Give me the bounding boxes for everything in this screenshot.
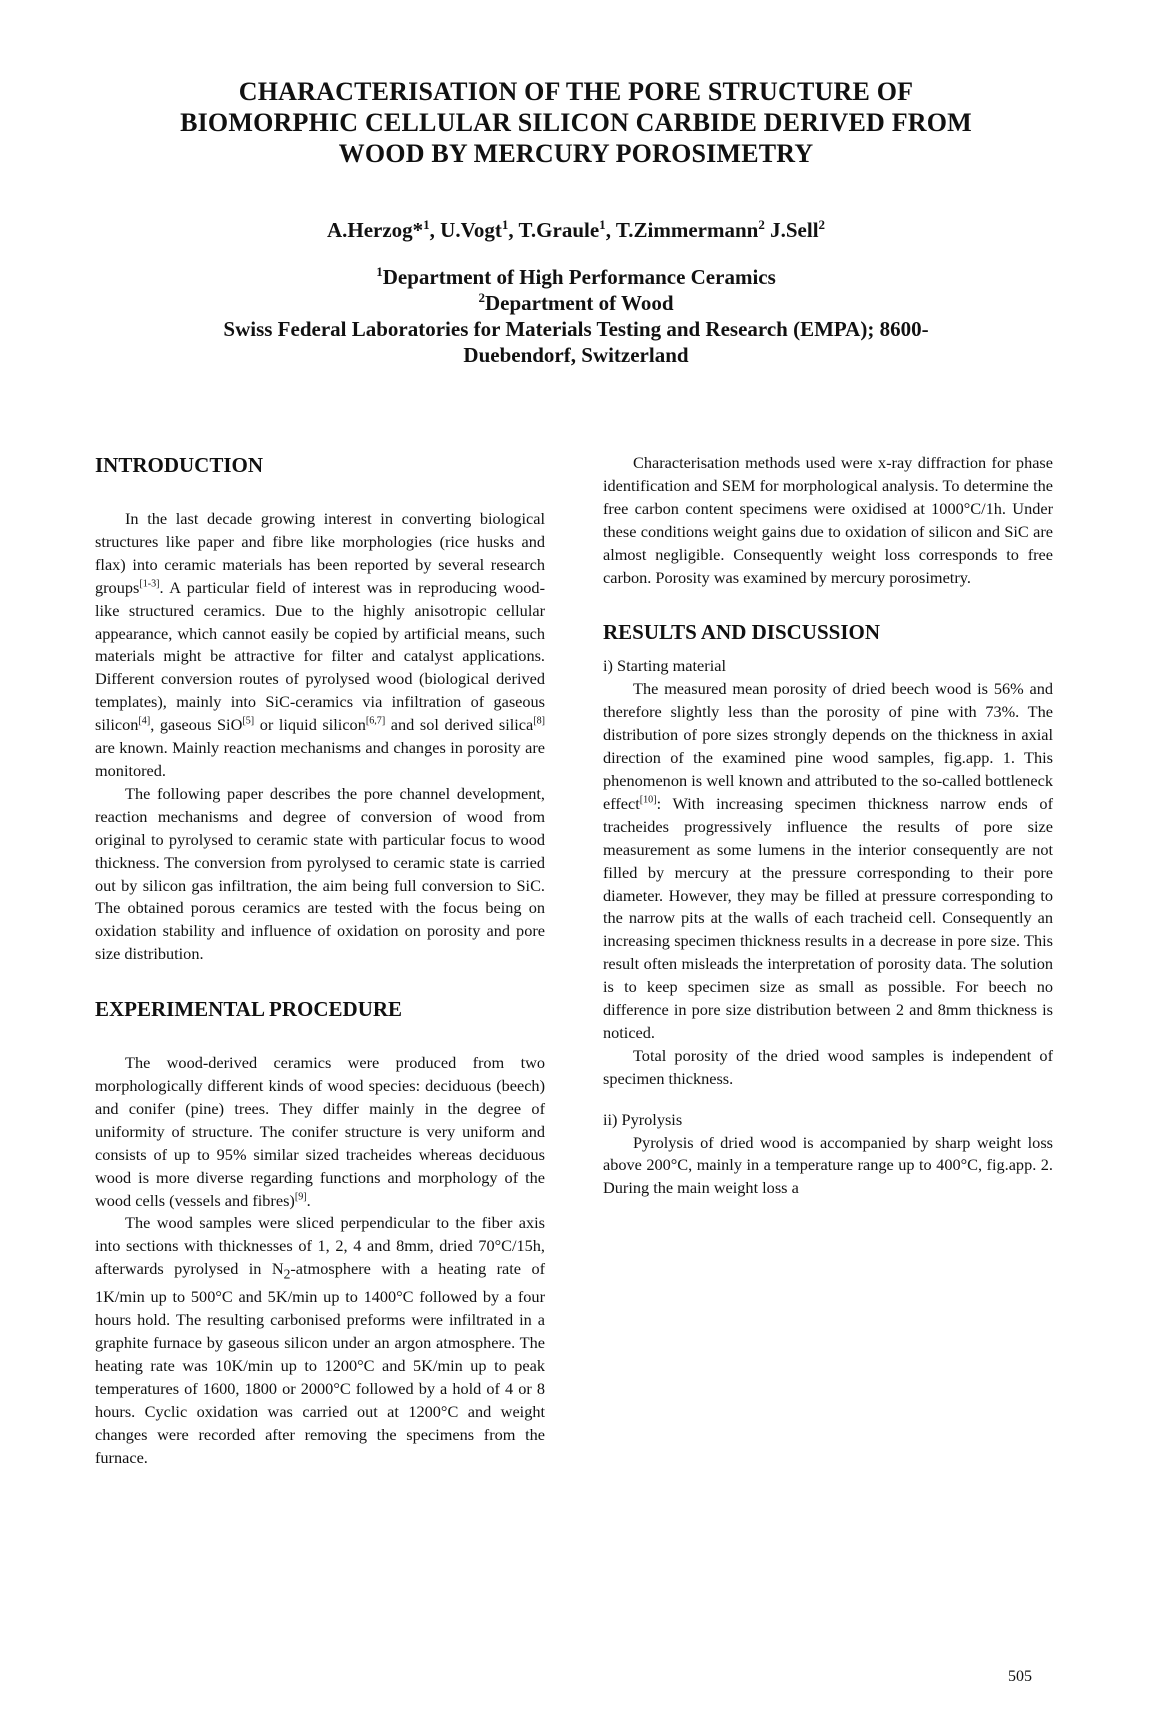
affiliation-dept2: $^2$Department of Wood [478,290,674,315]
affiliation-institution: Swiss Federal Laboratories for Materials Testing and Research (EMPA); 8600- [223,317,929,341]
right-column [603,452,1053,1200]
subsection-heading: i) Starting material [603,656,726,676]
citation: [10] [639,794,657,806]
title-line: WOOD BY MERCURY POROSIMETRY [338,139,814,168]
title-line: CHARACTERISATION OF THE PORE STRUCTURE OF [238,77,914,106]
section-heading-experimental: EXPERIMENTAL PROCEDURE [95,997,403,1022]
affiliations [100,264,1052,368]
affiliation-location: Duebendorf, Switzerland [463,343,689,367]
citation: [6,7] [365,715,386,727]
left-column [95,452,545,1470]
affiliation-mark: 1 [376,264,383,279]
paragraph: The measured mean porosity of dried beech wood is 56% and therefore slightly less than the porosity of pine with 73%. The distribution of pore sizes strongly depends on the thickness in axial direction of the examined pine wood samples, fig.app. 1. This phenomenon is well known and attributed to the so-called bottleneck effect[10]: With increasing specimen thickness narrow ends of tracheides progressively influence the results of pore size measurement as some lumens in the interior consequently are not filled by mercury at the pressure corresponding to their pore diameter. However, they may be filled at pressure corresponding to the narrow pits at the walls of each tracheid cell. Consequently an increasing specimen thickness results in a decrease in pore size. This result often misleads the interpretation of porosity data. The solution is to keep specimen size as small as possible. For beech no difference in pore size distribution between 2 and 8mm thickness is noticed. [603,679,1053,1042]
paragraph: The wood samples were sliced perpendicular to the fiber axis into sections with thicknesses of 1, 2, 4 and 8mm, dried 70°C/15h, afterwards pyrolysed in $N_2$-atmosphere with a heating rate of 1K/min up to 500°C and 5K/min up to 1400°C followed by a four hours hold. The resulting carbonised preforms were infiltrated in a graphite furnace by gaseous silicon under an argon atmosphere. The heating rate was 10K/min up to 1200°C and 5K/min up to peak temperatures of 1600, 1800 or 2000°C followed by a hold of 4 or 8 hours. Cyclic oxidation was carried out at 1200°C and weight changes were recorded after removing the specimens from the furnace. [95,1213,546,1467]
paper-title [100,76,1052,169]
citation: [9] [294,1191,307,1203]
author-separator: , [605,218,616,242]
citation: [8] [533,715,545,727]
citation: [4] [138,715,151,727]
subscript: 2 [283,1266,291,1282]
author-name: T.Zimmermann [615,218,759,242]
affiliation-mark: 2 [478,290,485,305]
paragraph: Pyrolysis of dried wood is accompanied by sharp weight loss above 200°C, mainly in a temperature range up to 400°C, fig.app. 2. During the main weight loss a [603,1132,1053,1198]
author-list [100,217,1052,243]
citation: [5] [242,715,255,727]
subsection-heading: ii) Pyrolysis [603,1109,683,1129]
affiliation-dept1: $^1$Department of High Performance Ceramics [376,264,776,289]
citation: [1-3] [139,578,160,590]
section-heading-results: RESULTS AND DISCUSSION [603,620,880,645]
paragraph: The wood-derived ceramics were produced from two morphologically different kinds of wood species: deciduous (beech) and conifer (pine) trees. They differ mainly in the degree of uniformity of structure. The conifer structure is very uniform and consists of up to 95% similar sized tracheides whereas deciduous wood is more diverse regarding functions and morphology of the wood cells (vessels and fibres)[9]. [95,1053,545,1210]
author-affiliation-mark: 2 [758,217,765,232]
author-separator: , [508,218,519,242]
author-name: T.Graule [518,218,600,242]
author-affiliation-mark: 1 [423,217,430,232]
author-name: U.Vogt [440,218,502,242]
paragraph: Total porosity of the dried wood samples is independent of specimen thickness. [603,1045,1053,1088]
title-line: BIOMORPHIC CELLULAR SILICON CARBIDE DERIVED FROM [180,108,972,137]
paragraph: In the last decade growing interest in converting biological structures like paper and fibre like morphologies (rice husks and flax) into ceramic materials has been reported by several research groups[1-3]. A particular field of interest was in reproducing wood-like structured ceramics. Due to the highly anisotropic cellular appearance, which cannot easily be copied by artificial means, such materials might be attractive for filter and catalyst applications. Different conversion routes of pyrolysed wood (biological derived templates), mainly into SiC-ceramics via infiltration of gaseous silicon[4], gaseous SiO[5] or liquid silicon[6,7] and sol derived silica[8] are known. Mainly reaction mechanisms and changes in porosity are monitored. [95,509,545,780]
author-separator: , [429,218,441,242]
author-affiliation-mark: 1 [501,217,509,232]
paragraph: The following paper describes the pore channel development, reaction mechanisms and degree of conversion of wood from original to pyrolysed to ceramic state with particular focus to wood thickness. The conversion from pyrolysed to ceramic state is carried out by silicon gas infiltration, the aim being full conversion to SiC. The obtained porous ceramics are tested with the focus being on oxidation stability and influence of oxidation on porosity and pore size distribution. [95,783,545,964]
author-affiliation-mark: 2 [818,217,826,232]
author-name: A.Herzog* [326,218,424,242]
section-heading-introduction: INTRODUCTION [95,453,264,477]
page-number: 505 [1008,1668,1032,1685]
paragraph: Characterisation methods used were x-ray diffraction for phase identification and SEM for morphological analysis. To determine the free carbon content specimens were oxidised at 1000°C/1h. Under these conditions weight gains due to oxidation of silicon and SiC are almost negligible. Consequently weight loss corresponds to free carbon. Porosity was examined by mercury porosimetry. [603,453,1053,587]
author-affiliation-mark: 1 [599,217,606,232]
author-name: J.Sell [770,218,819,242]
